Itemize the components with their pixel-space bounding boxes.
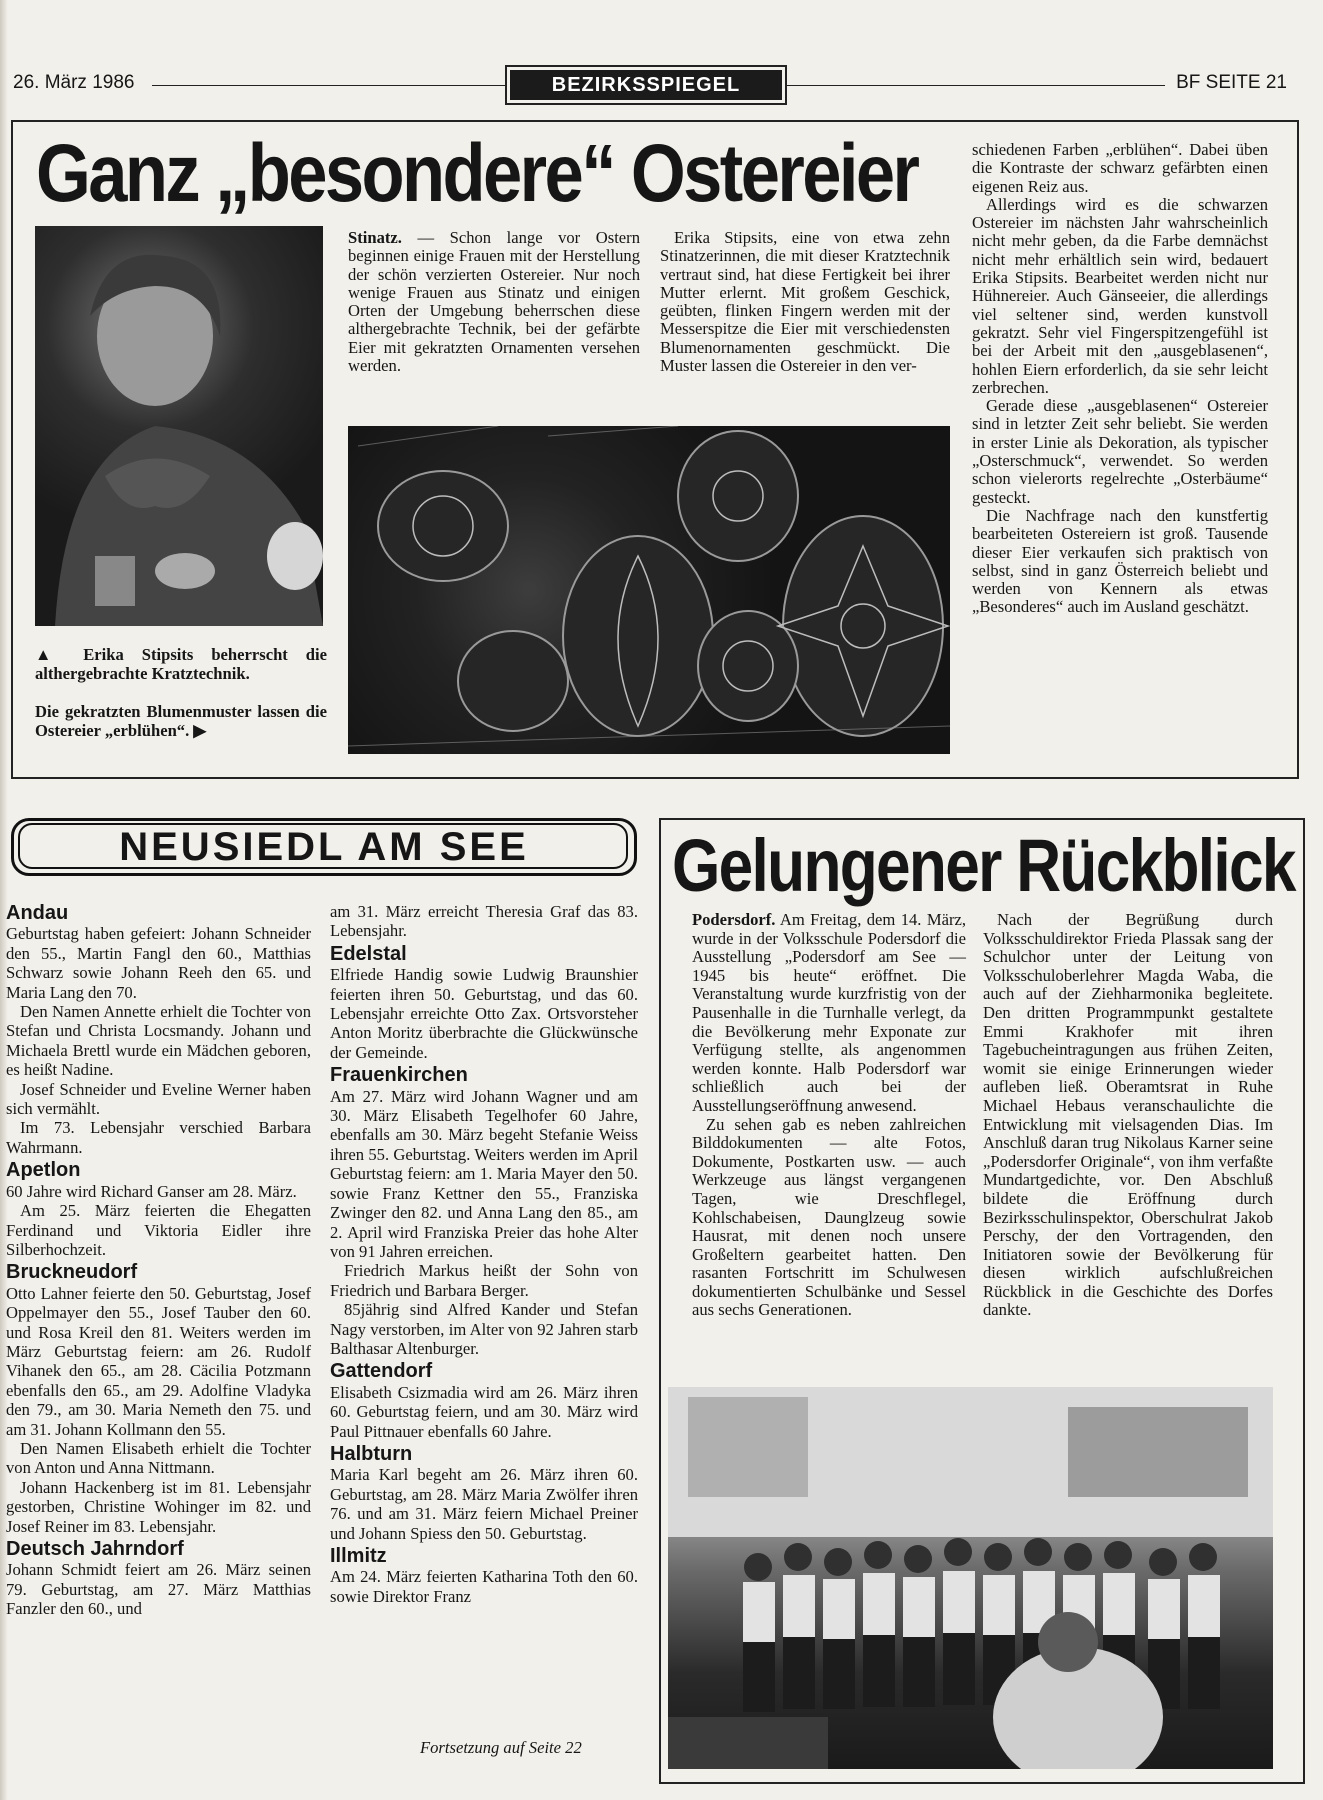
podersdorf-col1-p1: Am Freitag, dem 14. März, wurde in der Volksschule Podersdorf die Ausstellung „Podersdorf am See — 1945 bis heute“ eröffnet. Die Veranstaltung wurde kurzfristig von der Pausenhalle in die Turnhalle verlegt, da die Bevölkerung mehr Exponate zur Verfügung stellte, als angenommen werden konnte. Halb Podersdorf war schließlich auch bei der Ausstellungseröffnung anwesend. [692,910,966,1115]
dateline-podersdorf: Podersdorf. [692,910,776,929]
easter-egg-headline: Ganz „besondere“ Ostereier [36,128,918,219]
neusiedl-column-1 [6,900,311,1619]
continuation-note: Fortsetzung auf Seite 22 [420,1738,582,1757]
article-col1-body: — Schon lange vor Ostern beginnen einige Frauen mit der Herstellung der schön verzierten Ostereier. Nur noch wenige Frauen aus Stinatz und einigen Orten der Umgebung beherrschen diese althergebrachte Technik, bei der gefärbte Eier mit gekratzten Ornamenten versehen werden. [348,228,640,376]
article-col3-p1: schiedenen Farben „erblühen“. Dabei üben die Kontraste der schwarz gefärbten einen eigenen Reiz aus. [972,140,1268,196]
photo-erika-stipsits [35,226,323,626]
photo-school-choir [668,1387,1273,1769]
podersdorf-col1-p2: Zu sehen gab es neben zahlreichen Bilddokumenten — alte Fotos, Dokumente, Postkarten usw. — auch Werkzeuge aus längst vergangenen Tagen, wie Dreschflegel, Kohlschabeisen, Daunglzeug sowie Hausrat, mit denen noch unsere Großeltern gearbeitet hatten. Den rasanten Fortschritt im Schulwesen dokumentierten Schulbänke und Sessel aus sechs Generationen. [692,1114,966,1320]
frauenkirchen-paragraph: Friedrich Markus heißt der Sohn von Friedrich und Barbara Berger. [330,1261,638,1300]
caption-woman: ▲ Erika Stipsits beherrscht die althergebrachte Kratztechnik. [35,645,327,683]
apetlon-paragraph: Am 25. März feierten die Ehegatten Ferdinand und Viktoria Eidler ihre Silberhochzeit. [6,1201,311,1259]
podersdorf-headline: Gelungener Rückblick [672,824,1295,907]
header-rule-right [787,85,1165,86]
bruckneudorf-paragraph: Johann Hackenberg ist im 81. Lebensjahr gestorben, Christine Wohinger im 82. und Josef Reiner im 83. Lebensjahr. [6,1477,311,1536]
edelstal-paragraph: Elfriede Handig sowie Ludwig Braunshier feierten ihren 50. Geburtstag, und das 60. Lebensjahr erreichte Otto Zax. Ortsvorsteher Anton Moritz überbrachte die Glückwünsche der Gemeinde. [330,965,638,1062]
article-col2-body: Erika Stipsits, eine von etwa zehn Stinatzerinnen, die mit dieser Kratztechnik vertraut sind, hat diese Fertigkeit bei ihrer Mutter erlernt. Mit großem Geschick, geübten, flinken Fingern werden mit der Messerspitze die Eier mit verschiedensten Blumenornamenten geschmückt. Die Muster lassen die Ostereier in den ver- [660,228,950,376]
podersdorf-col2-p1: Nach der Begrüßung durch Volksschuldirektor Frieda Plassak sang der Schulchor unter der Leitung von Volksschuloberlehrer Magda Waba, die auch auf der Ziehharmonika begleitete. Den dritten Programmpunkt gestaltete Emmi Krakhofer mit ihren Tagebucheintragungen aus frühen Zeiten, womit sie einige Erinnerungen wieder aufleben ließ. Oberamtsrat in Ruhe Michael Hebaus veranschaulichte die Entwicklung mit vielsagenden Dias. Im Anschluß daran trug Nikolaus Karner seine „Podersdorfer Originale“, von ihm verfaßte Mundartgedichte, vor. Den Abschluß bildete die Eröffnung durch Bezirksschulinspektor, Oberschulrat Jakob Perschy, der den Vortragenden, den Initiatoren sowie der Bevölkerung für diesen wirklich aufschlußreichen Rückblick in die Geschichte des Dorfes dankte. [983,910,1273,1320]
photo-woman-drawing [35,226,323,626]
caption-eggs: Die gekratzten Blumenmuster lassen die Ostereier „erblühen“. ▶ [35,702,327,740]
andau-paragraph: Im 73. Lebensjahr verschied Barbara Wahrmann. [6,1118,311,1157]
town-gattendorf: Gattendorf [330,1360,433,1383]
article-col3-p2: Allerdings wird es die schwarzen Ostereier im nächsten Jahr wahrscheinlich nicht mehr geben, da die Farbe demnächst nicht mehr erhältlich sein wird, bedauert Erika Stipsits. Bearbeitet werden nicht nur Hühnereier. Auch Gänseeier, die allerdings viel seltener sind, werden kunstvoll gekratzt. Sehr viel Fingerspitzengefühl ist bei der Arbeit mit den „ausgeblasenen“, hohlen Eiern erforderlich, da sie sehr leicht zerbrechen. [972,194,1268,397]
andau-paragraph: Geburtstag haben gefeiert: Johann Schneider den 55., Martin Fangl den 60., Matthias Schwarz sowie Johann Reeh den 65. und Maria Lang den 70. [6,924,311,1002]
article-column-3 [972,141,1268,617]
bruckneudorf-paragraph: Den Namen Elisabeth erhielt die Tochter von Anton und Anna Nittmann. [6,1438,311,1478]
town-frauenkirchen: Frauenkirchen [330,1064,468,1087]
page-number: BF SEITE 21 [1176,72,1287,93]
halbturn-paragraph: Maria Karl begeht am 26. März ihren 60. Geburtstag, am 28. März Maria Zwölfer ihren 76. und am 31. März feiern Michael Preiner und Johann Spiess den 50. Geburtstag. [330,1465,638,1543]
andau-paragraph: Den Namen Annette erhielt die Tochter von Stefan und Christa Locsmandy. Johann und Michaela Brettl wurde ein Mädchen geboren, es heißt Nadine. [6,1002,311,1080]
andau-paragraph: Josef Schneider und Eveline Werner haben sich vermählt. [6,1079,311,1119]
section-label: BEZIRKSSPIEGEL [510,70,782,100]
illmitz-continued: am 31. März erreicht Theresia Graf das 83. Lebensjahr. [330,902,638,941]
podersdorf-column-1 [692,911,966,1320]
header-rule-left [152,85,513,86]
bruckneudorf-paragraph: Otto Lahner feierte den 50. Geburtstag, Josef Oppelmayer den 55., Josef Tauber den 60. und Rosa Kreil den 81. Weiters werden im März Geburtstag feiern: am 26. Rudolf Vihanek den 65., am 28. Cäcilia Potzmann ebenfalls den 65., am 29. Adolfine Vladyka den 79., am 30. Maria Nemeth den 75. und am 31. Johann Kollmann den 55. [6,1283,311,1439]
town-illmitz: Illmitz [330,1545,387,1567]
article-column-1 [348,229,640,375]
town-deutsch-jahrndorf: Deutsch Jahrndorf [6,1538,184,1560]
town-apetlon: Apetlon [6,1159,81,1182]
deutsch-jahrndorf-paragraph: Johann Schmidt feiert am 26. März seinen 79. Geburtstag, am 27. März Matthias Fanzler den 60., und [6,1560,311,1619]
photo-decorated-eggs [348,426,950,754]
frauenkirchen-paragraph: Am 27. März wird Johann Wagner und am 30. März Elisabeth Tegelhofer 60 Jahre, ebenfalls am 30. März begeht Stefanie Weiss ihren 55. Geburtstag. Weiters werden im April Geburtstag feiern: am 1. Maria Mayer den 50. sowie Franz Kettner den 55., Franziska Zwinger den 82. und Anna Lang den 85., am 2. April wird Franziska Preier das hohe Alter von 91 Jahren erreichen. [330,1086,638,1261]
eggs-drawing [348,426,950,754]
frauenkirchen-paragraph: 85jährig sind Alfred Kander und Stefan Nagy verstorben, im Alter von 92 Jahren starb Balthasar Altenburger. [330,1300,638,1358]
town-halbturn: Halbturn [330,1442,413,1465]
choir-drawing [668,1387,1273,1769]
apetlon-paragraph: 60 Jahre wird Richard Ganser am 28. März. [6,1181,297,1201]
article-col3-p4: Die Nachfrage nach den kunstfertig bearbeiteten Ostereiern ist groß. Tausende dieser Eier verkaufen sich praktisch von selbst, sind in ganz Österreich beliebt und werden von Kennern als etwas „Besonderes“ auch im Ausland geschätzt. [972,505,1268,617]
illmitz-paragraph: Am 24. März feierten Katharina Toth den 60. sowie Direktor Franz [330,1567,638,1606]
region-banner-title: NEUSIEDL AM SEE [119,825,529,869]
town-andau: Andau [6,902,69,924]
issue-date: 26. März 1986 [13,72,135,93]
neusiedl-column-2 [330,902,638,1606]
dateline-stinatz: Stinatz. [348,228,402,247]
article-column-2 [660,229,950,375]
podersdorf-column-2 [983,911,1273,1320]
town-bruckneudorf: Bruckneudorf [6,1261,138,1284]
gattendorf-paragraph: Elisabeth Csizmadia wird am 26. März ihren 60. Geburtstag feiern, und am 30. März wird Paul Pittnauer ebenfalls 60 Jahre. [330,1382,638,1441]
article-col3-p3: Gerade diese „ausgeblasenen“ Ostereier sind in letzter Zeit sehr beliebt. Sie werden in erster Linie als Dekoration, als typischer „Osterschmuck“, verwendet. So werden schon vielerorts regelrechte „Osterbäume“ gesteckt. [972,396,1268,507]
town-edelstal: Edelstal [330,942,407,965]
